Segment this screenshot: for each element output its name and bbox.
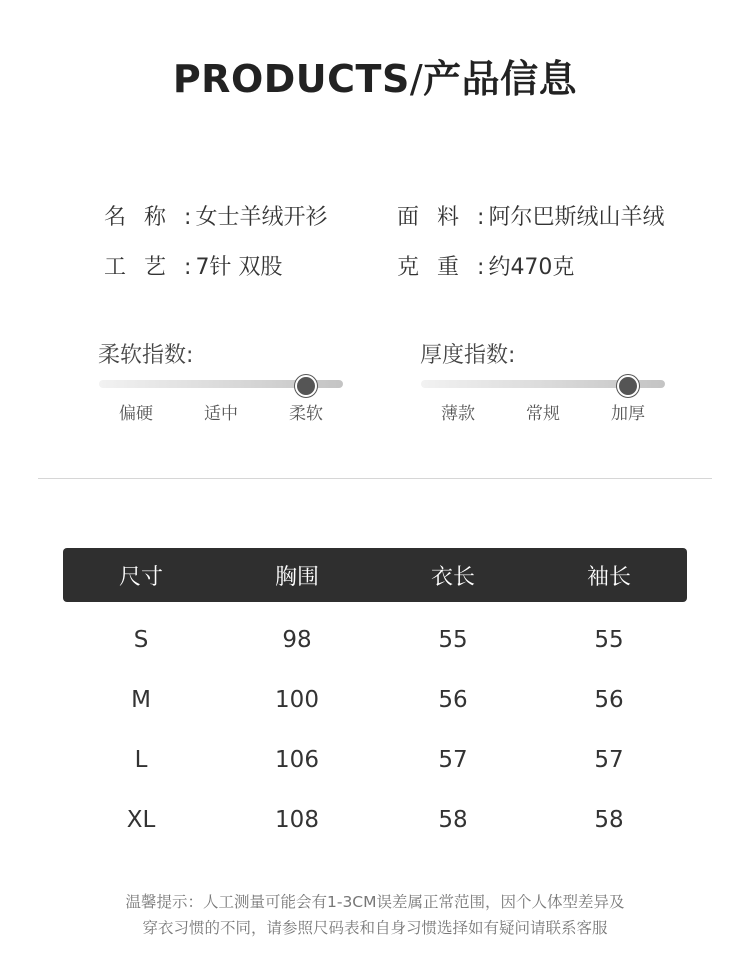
info-name-sep: :	[184, 205, 192, 230]
info-name	[104, 200, 327, 231]
table-cell: 57	[594, 747, 624, 773]
title-slash: /	[409, 57, 424, 101]
section-divider	[38, 478, 712, 479]
info-weight-sep: :	[477, 255, 485, 280]
thickness-slider	[421, 375, 665, 424]
table-cell: 106	[275, 747, 319, 773]
thickness-tick: 薄款	[441, 404, 475, 424]
table-row	[63, 610, 687, 670]
size-table	[63, 548, 687, 850]
table-cell: 58	[594, 807, 624, 833]
table-cell: 57	[438, 747, 468, 773]
info-weight-value: 约470克	[488, 255, 575, 280]
table-cell: XL	[126, 807, 156, 833]
header-cell: 衣长	[430, 564, 475, 590]
softness-slider	[99, 375, 343, 424]
info-craft	[104, 250, 282, 281]
table-row	[63, 790, 687, 850]
header-cell: 胸围	[274, 564, 319, 590]
info-craft-label: 工艺	[104, 255, 185, 280]
info-fabric-sep: :	[477, 205, 485, 230]
thickness-label: 厚度指数:	[420, 343, 516, 368]
info-fabric-value: 阿尔巴斯绒山羊绒	[488, 205, 665, 230]
table-cell: 58	[438, 807, 468, 833]
table-cell: 56	[438, 687, 468, 713]
table-cell: 108	[275, 807, 319, 833]
table-cell: M	[131, 687, 151, 713]
thickness-tick: 常规	[526, 404, 560, 424]
title-cn: 产品信息	[423, 57, 578, 101]
softness-tick: 柔软	[289, 404, 323, 424]
info-craft-value: 7针 双股	[195, 255, 283, 280]
thickness-knob	[617, 375, 639, 397]
table-row	[63, 670, 687, 730]
size-table-header	[63, 548, 687, 602]
info-weight	[397, 250, 574, 281]
table-cell: 55	[594, 627, 624, 653]
softness-tick: 适中	[204, 404, 238, 424]
info-name-value: 女士羊绒开衫	[195, 205, 328, 230]
header-cell: 尺寸	[118, 564, 163, 590]
table-cell: 100	[275, 687, 319, 713]
softness-label: 柔软指数:	[98, 343, 194, 368]
table-cell: 98	[282, 627, 312, 653]
thickness-tick: 加厚	[611, 404, 645, 424]
note-line-1: 温馨提示：人工测量可能会有1-3CM误差属正常范围，因个人体型差异及	[125, 893, 625, 911]
title-en: PRODUCTS	[172, 57, 410, 101]
page-title	[0, 48, 750, 103]
info-name-label: 名称	[104, 205, 185, 230]
table-cell: S	[133, 627, 149, 653]
info-weight-label: 克重	[397, 255, 478, 280]
table-cell: L	[134, 747, 148, 773]
info-fabric-label: 面料	[397, 205, 478, 230]
softness-tick: 偏硬	[119, 404, 153, 424]
header-cell: 袖长	[586, 564, 631, 590]
table-row	[63, 730, 687, 790]
table-cell: 56	[594, 687, 624, 713]
table-cell: 55	[438, 627, 468, 653]
info-craft-sep: :	[184, 255, 192, 280]
note-line-2: 穿衣习惯的不同，请参照尺码表和自身习惯选择如有疑问请联系客服	[142, 919, 608, 937]
info-fabric	[397, 200, 664, 231]
softness-knob	[295, 375, 317, 397]
